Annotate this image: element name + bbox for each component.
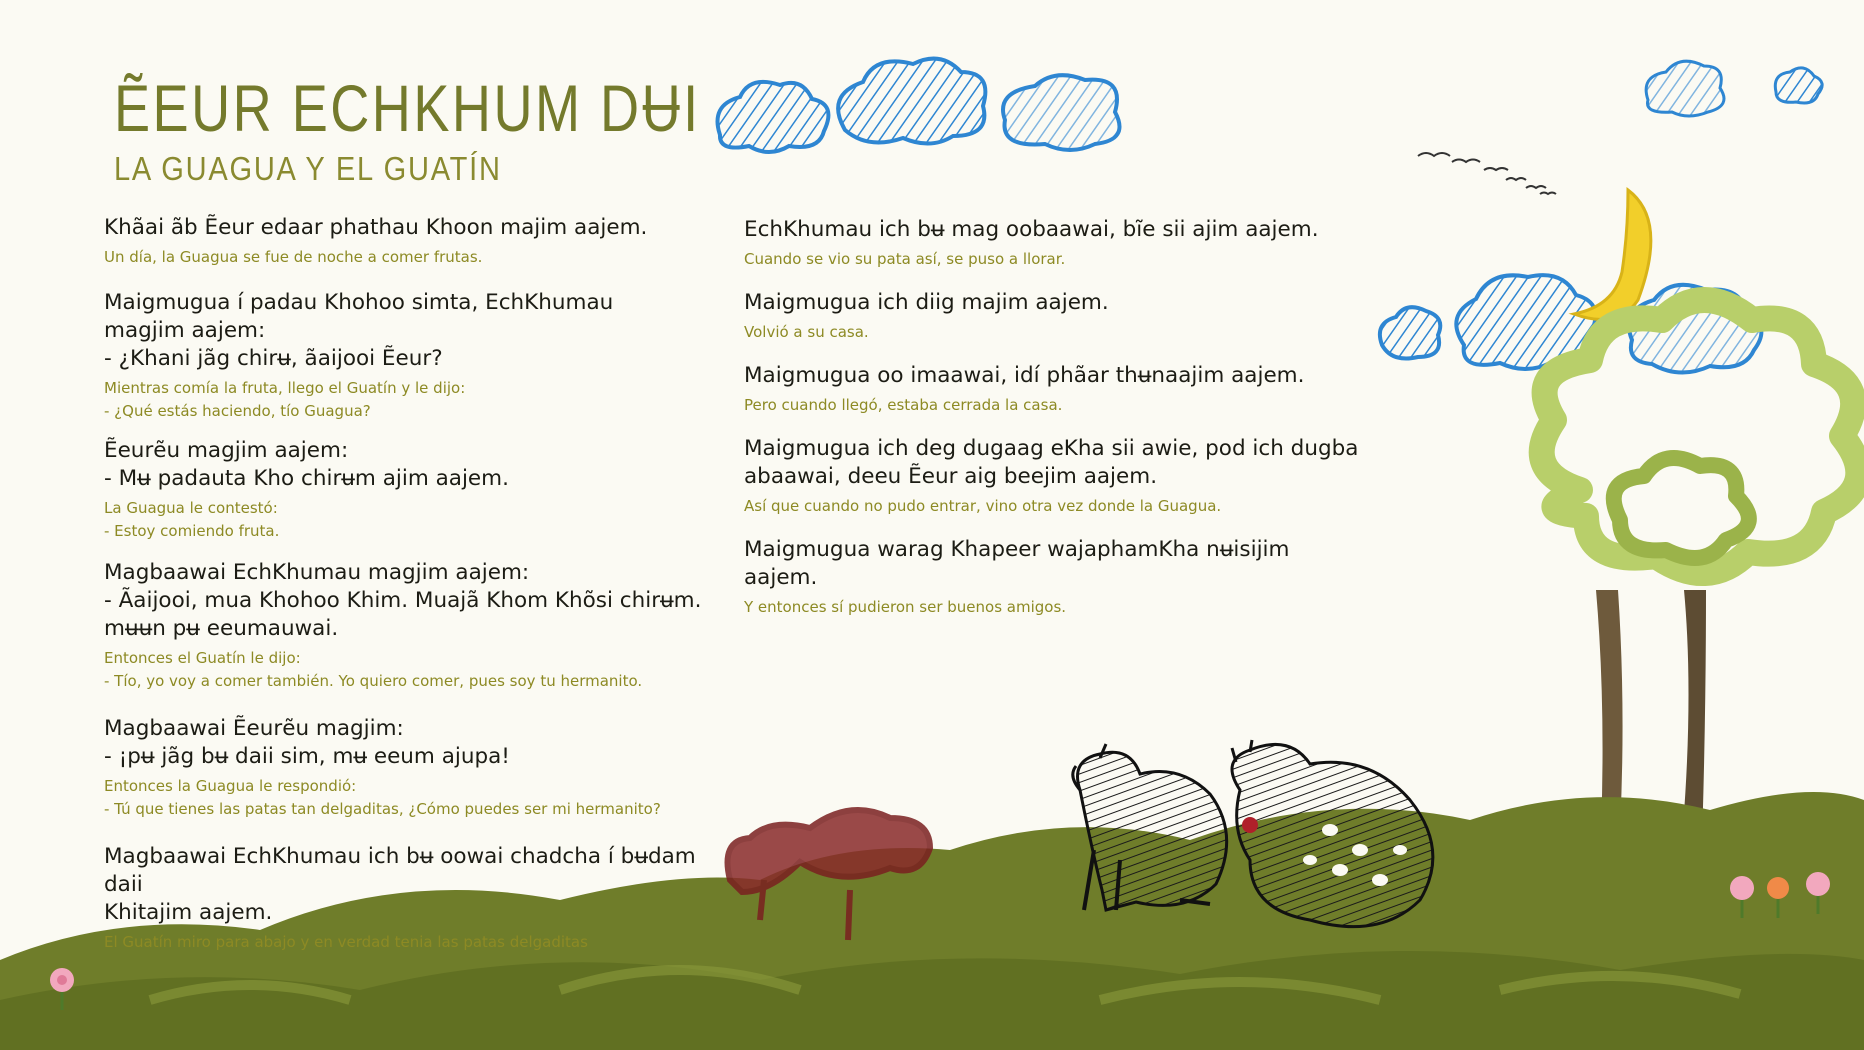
spanish-text: Y entonces sí pudieron ser buenos amigos.	[744, 598, 1067, 616]
wounaan-text: Maigmugua oo imaawai, idí phãar thʉnaajim aajem.	[744, 363, 1305, 388]
story-paragraph	[104, 843, 714, 954]
spanish-text: Entonces la Guagua le respondió: - Tú que tienes las patas tan delgaditas, ¿Cómo puedes ser mi hermanito?	[104, 777, 661, 818]
story-paragraph	[744, 536, 1364, 619]
wounaan-text: Maigmugua warag Khapeer wajaphamKha nʉisijim aajem.	[744, 537, 1290, 590]
wounaan-text: Khãai ãb Ẽeur edaar phathau Khoon majim aajem.	[104, 215, 648, 240]
guagua-icon	[1232, 740, 1433, 927]
cloud-icon	[838, 59, 985, 144]
spanish-text: La Guagua le contestó: - Estoy comiendo fruta.	[104, 499, 280, 540]
story-paragraph	[744, 289, 1364, 344]
cloud-icon	[718, 82, 829, 152]
cloud-icon	[1003, 75, 1120, 150]
story-paragraph	[104, 559, 714, 693]
spanish-text: Pero cuando llegó, estaba cerrada la casa.	[744, 396, 1063, 414]
wounaan-text: EchKhumau ich bʉ mag oobaawai, bĩe sii ajim aajem.	[744, 217, 1319, 242]
wounaan-text: Maigmugua ich diig majim aajem.	[744, 290, 1109, 315]
story-paragraph	[104, 214, 714, 269]
story-paragraph	[744, 435, 1364, 518]
story-paragraph	[104, 715, 714, 821]
spanish-text: Entonces el Guatín le dijo: - Tío, yo voy a comer también. Yo quiero comer, pues soy tu hermanito.	[104, 649, 643, 690]
story-column-left	[104, 214, 714, 954]
wounaan-text: Ẽeurẽu magjim aajem: - Mʉ padauta Kho chirʉm ajim aajem.	[104, 438, 509, 491]
cloud-icon	[1646, 61, 1822, 116]
page-title: ẼEUR ECHKHUM DɄI	[114, 71, 701, 145]
story-paragraph	[744, 362, 1364, 417]
spanish-text: El Guatín miro para abajo y en verdad tenia las patas delgaditas	[104, 933, 588, 951]
spanish-text: Cuando se vio su pata así, se puso a llorar.	[744, 250, 1066, 268]
spanish-text: Un día, la Guagua se fue de noche a comer frutas.	[104, 248, 483, 266]
wounaan-text: Maigmugua ich deg dugaag eKha sii awie, pod ich dugba abaawai, deeu Ẽeur aig beejim aajem.	[744, 436, 1359, 489]
wounaan-text: Magbaawai EchKhumau ich bʉ oowai chadcha í bʉdam daii Khitajim aajem.	[104, 844, 696, 925]
wounaan-text: Magbaawai EchKhumau magjim aajem: - Ãaijooi, mua Khohoo Khim. Muajã Khom Khõsi chirʉm. mʉʉn pʉ eeumauwai.	[104, 560, 702, 641]
story-column-right	[744, 216, 1364, 619]
spanish-text: Mientras comía la fruta, llego el Guatín y le dijo: - ¿Qué estás haciendo, tío Guagua?	[104, 379, 466, 420]
story-paragraph	[744, 216, 1364, 271]
story-paragraph	[104, 437, 714, 543]
birds-icon	[1418, 153, 1556, 194]
story-paragraph	[104, 289, 714, 423]
spanish-text: Así que cuando no pudo entrar, vino otra vez donde la Guagua.	[744, 497, 1222, 515]
wounaan-text: Magbaawai Ẽeurẽu magjim: - ¡pʉ jãg bʉ daii sim, mʉ eeum ajupa!	[104, 716, 510, 769]
page-subtitle: LA GUAGUA Y EL GUATÍN	[114, 150, 502, 187]
wounaan-text: Maigmugua í padau Khohoo simta, EchKhumau magjim aajem: - ¿Khani jãg chirʉ, ãaijooi Ẽeur?	[104, 290, 614, 371]
spanish-text: Volvió a su casa.	[744, 323, 869, 341]
